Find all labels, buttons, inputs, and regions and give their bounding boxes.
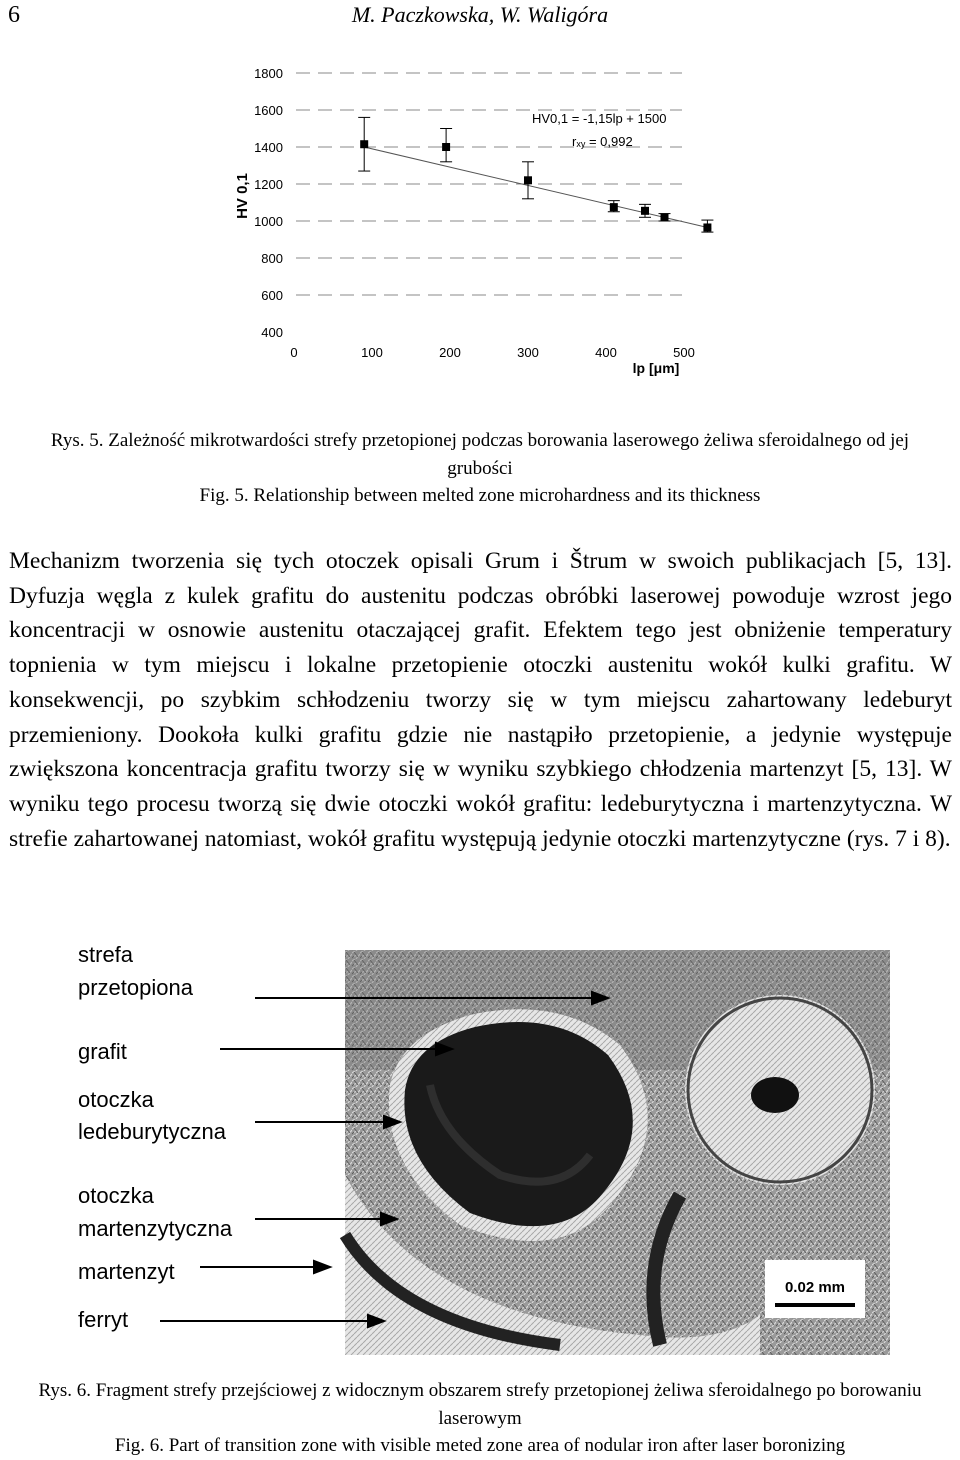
- x-tick-label: 500: [673, 345, 695, 360]
- body-paragraph: Mechanizm tworzenia się tych otoczek opisali Grum i Štrum w swoich publikacjach [5, 13]. Dyfuzja węgla z kulek grafitu do austenitu podczas obróbki laserowej powoduje wzrost jego koncentracji w osnowie austenitu otaczającej grafit. Efektem tego jest obniżenie temperatury topnienia w tym miejscu i lokalne przetopienie otoczki austenitu wokół kulki grafitu. W konsekwencji, po szybkim schłodzeniu tworzy się w tym miejscu zahartowany ledeburyt przemieniony. Dookoła kulki grafitu gdzie nie nastąpiło przetopienie, a jedynie występuje zwiększona koncentracja grafitu tworzy się w wyniku szybkiego chłodzenia martenzyt [5, 13]. W wyniku tego procesu tworzą się dwie otoczki wokół grafitu: ledeburytyczna i martenzytyczna. W strefie zahartowanej natomiast, wokół grafitu występują jedynie otoczki martenzytyczne (rys. 7 i 8).: [9, 548, 952, 852]
- x-tick-label: 300: [517, 345, 539, 360]
- point-marker: [442, 143, 450, 151]
- label-ledeburytyczna: ledeburytyczna: [78, 1119, 226, 1144]
- point-marker: [524, 176, 532, 184]
- x-tick-label: 200: [439, 345, 461, 360]
- x-axis-label: lp [μm]: [632, 360, 680, 376]
- figure-6-caption-polish: Rys. 6. Fragment strefy przejściowej z widocznym obszarem strefy przetopionej żeliwa sferoidalnego po borowaniu laserowym: [38, 1380, 922, 1429]
- point-marker: [610, 203, 618, 211]
- y-tick-label: 400: [261, 325, 283, 340]
- figure-6-caption-english: Fig. 6. Part of transition zone with visible meted zone area of nodular iron after laser boronizing: [114, 1435, 846, 1456]
- micrograph-figure: [0, 935, 960, 1355]
- data-point: [522, 162, 534, 199]
- point-marker: [360, 140, 368, 148]
- label-grafit: grafit: [78, 1039, 127, 1064]
- y-tick-label: 1200: [254, 177, 283, 192]
- r-letter: r: [572, 134, 577, 149]
- data-point: [639, 204, 651, 217]
- figure-5-caption-english: Fig. 5. Relationship between melted zone microhardness and its thickness: [199, 485, 761, 506]
- label-martenzytyczna: martenzytyczna: [78, 1216, 233, 1241]
- point-marker: [703, 223, 711, 231]
- label-martenzyt: martenzyt: [78, 1259, 175, 1284]
- figure-5-caption-polish: Rys. 5. Zależność mikrotwardości strefy przetopionej podczas borowania laserowego żeliwa sferoidalnego od jej grubości: [50, 430, 910, 479]
- label-otoczka-2: otoczka: [78, 1183, 154, 1208]
- page-number: 6: [8, 2, 20, 28]
- x-axis-tick-labels: [290, 345, 694, 360]
- micrograph-labels: [78, 942, 233, 1332]
- gridlines: [296, 73, 682, 295]
- y-tick-label: 1800: [254, 66, 283, 81]
- point-marker: [641, 207, 649, 215]
- trendline: [364, 147, 711, 228]
- running-head-authors: M. Paczkowska, W. Waligóra: [351, 2, 609, 27]
- scale-bar-label: 0.02 mm: [784, 1279, 846, 1296]
- x-tick-label: 100: [361, 345, 383, 360]
- point-marker: [661, 213, 669, 221]
- label-otoczka-1: otoczka: [78, 1087, 154, 1112]
- y-tick-label: 800: [261, 251, 283, 266]
- y-tick-label: 1600: [254, 103, 283, 118]
- figure-6: [0, 935, 960, 1355]
- microhardness-chart: [0, 50, 960, 380]
- y-axis-label: HV 0,1: [234, 173, 251, 219]
- data-points: [358, 117, 713, 232]
- data-point: [358, 117, 370, 171]
- y-axis-tick-labels: [254, 66, 283, 340]
- y-tick-label: 600: [261, 288, 283, 303]
- x-tick-label: 400: [595, 345, 617, 360]
- data-point: [659, 213, 671, 221]
- label-przetopiona: przetopiona: [78, 975, 193, 1000]
- data-point: [440, 129, 452, 162]
- micrograph-image: [345, 950, 890, 1355]
- y-tick-label: 1400: [254, 140, 283, 155]
- label-strefa: strefa: [78, 942, 134, 967]
- y-tick-label: 1000: [254, 214, 283, 229]
- x-tick-label: 0: [290, 345, 298, 360]
- regression-equation: HV0,1 = -1,15lp + 1500: [532, 111, 667, 126]
- r-value: = 0,992: [585, 134, 633, 149]
- label-ferryt: ferryt: [78, 1307, 129, 1332]
- correlation-coefficient: [572, 134, 633, 149]
- r-subscript: xy: [576, 139, 586, 149]
